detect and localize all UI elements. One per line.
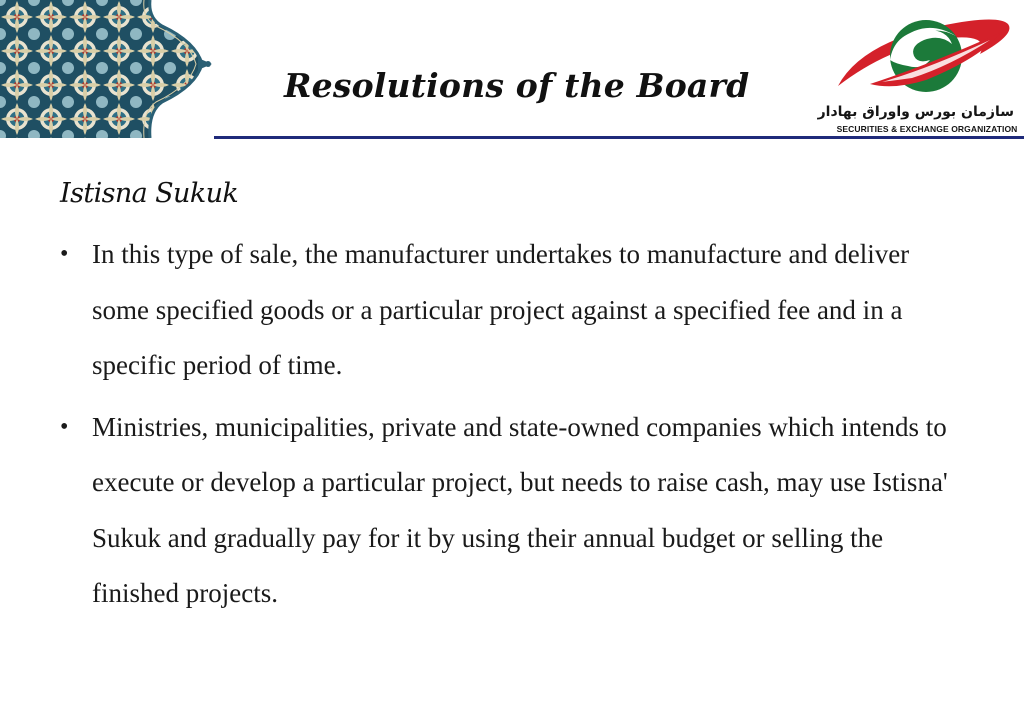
slide-content bbox=[60, 178, 990, 628]
slide-header bbox=[0, 0, 1024, 140]
seo-logo bbox=[817, 4, 1020, 136]
logo-persian-text: سازمان بورس واوراق بهادار bbox=[817, 104, 1014, 120]
bullet-dot-icon: • bbox=[60, 413, 69, 440]
bullet-list bbox=[60, 227, 990, 622]
bullet-text: In this type of sale, the manufacturer undertakes to manufacture and deliver some specified goods or a particular project against a specified fee and in a specific period of time. bbox=[92, 239, 910, 380]
bullet-dot-icon: • bbox=[60, 241, 69, 267]
bullet-item bbox=[60, 400, 972, 622]
section-subtitle: Istisna Sukuk bbox=[60, 178, 239, 209]
logo-english-text: SECURITIES & EXCHANGE ORGANIZATION bbox=[836, 124, 1018, 134]
bullet-text: Ministries, municipalities, private and state-owned companies which intends to execute or develop a particular project, but needs to raise cash, may use Istisna' Sukuk and gradually pay for it by using their annual budget or selling the finished projects. bbox=[92, 411, 948, 608]
persian-ornament-icon bbox=[0, 0, 214, 138]
header-divider bbox=[214, 136, 1024, 139]
bullet-item bbox=[60, 227, 972, 394]
slide-title: Resolutions of the Board bbox=[284, 66, 750, 105]
seo-logo-icon bbox=[830, 4, 1020, 104]
